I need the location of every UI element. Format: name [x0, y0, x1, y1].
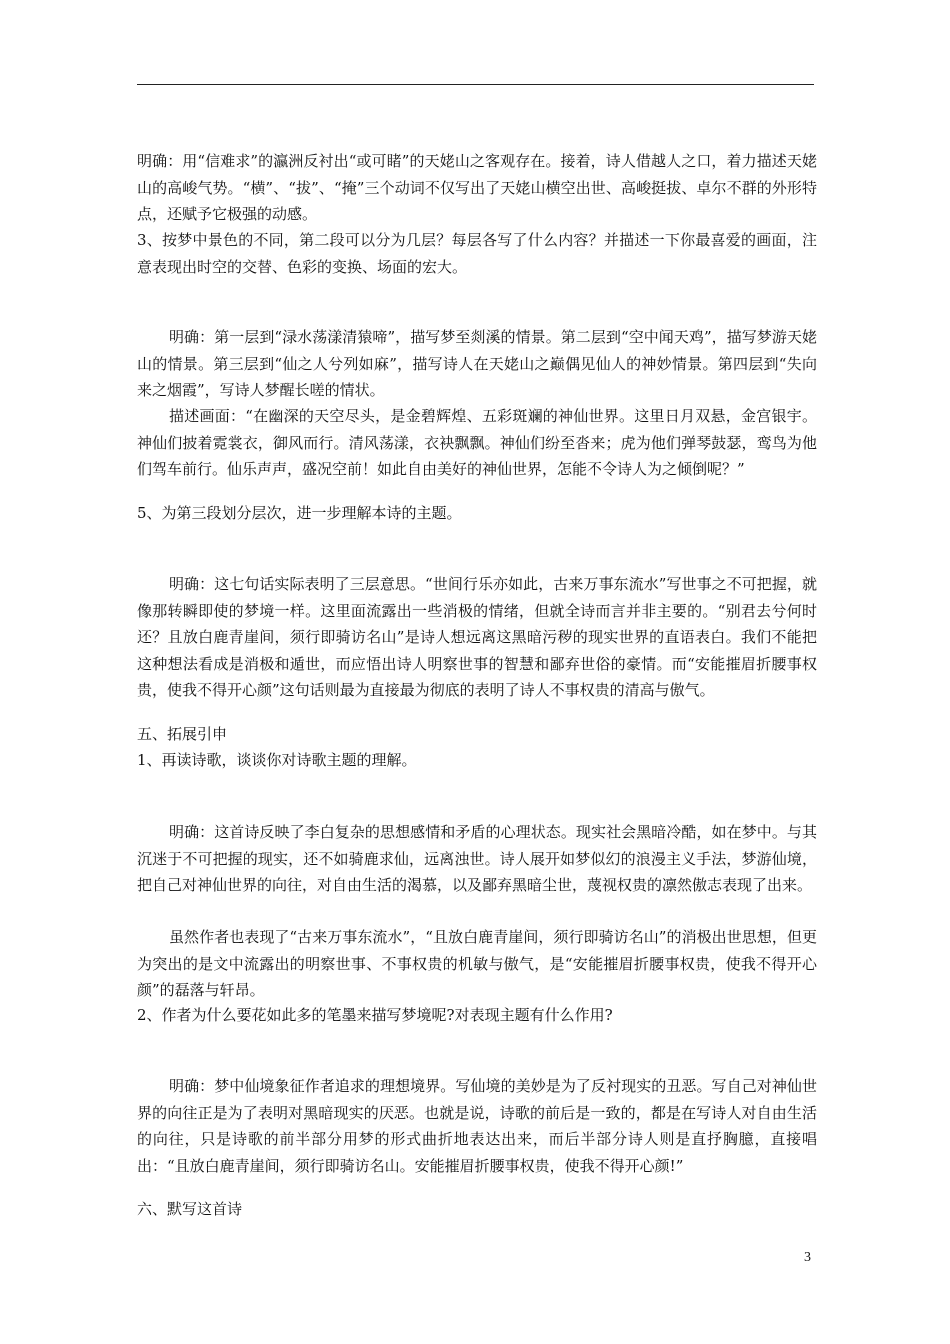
- paragraph-answer-3: 明确：第一层到“渌水荡漾清猿啼”，描写梦至剡溪的情景。第二层到“空中闻天鸡”，描写梦游天姥山的情景。第三层到“仙之人兮列如麻”，描写诗人在天姥山之巅偶见仙人的神妙情景。第四层到“失向来之烟霞”，写诗人梦醒长嗟的情状。: [137, 328, 817, 399]
- paragraph-answer-extension-1b: 虽然作者也表现了“古来万事东流水”，“且放白鹿青崖间，须行即骑访名山”的消极出世思想，但更为突出的是文中流露出的明察世事、不事权贵的机敏与傲气，是“安能摧眉折腰事权贵，使我不得开心颜”的磊落与轩昂。: [137, 928, 817, 999]
- paragraph-answer-extension-2: 明确：梦中仙境象征作者追求的理想境界。写仙境的美妙是为了反衬现实的丑恶。写自己对神仙世界的向往正是为了表明对黑暗现实的厌恶。也就是说，诗歌的前后是一致的，都是在写诗人对自由生活的向往，只是诗歌的前半部分用梦的形式曲折地表达出来，而后半部分诗人则是直抒胸臆，直接唱出：“且放白鹿青崖间，须行即骑访名山。安能摧眉折腰事权贵，使我不得开心颜!”: [137, 1077, 817, 1175]
- header-rule: [137, 84, 814, 85]
- paragraph-answer-5: 明确：这七句话实际表明了三层意思。“世间行乐亦如此，古来万事东流水”写世事之不可把握，就像那转瞬即使的梦境一样。这里面流露出一些消极的情绪，但就全诗而言并非主要的。“别君去兮何时还？且放白鹿青崖间，须行即骑访名山”是诗人想远离这黑暗污秽的现实世界的直语表白。我们不能把这种想法看成是消极和遁世，而应悟出诗人明察世事的智慧和鄙弃世俗的豪情。而“安能摧眉折腰事权贵，使我不得开心颜”这句话则最为直接最为彻底的表明了诗人不事权贵的清高与傲气。: [137, 575, 817, 699]
- section-heading-5: 五、拓展引申: [137, 725, 228, 743]
- question-2-extension: 2、作者为什么要花如此多的笔墨来描写梦境呢?对表现主题有什么作用?: [137, 1006, 613, 1024]
- paragraph-answer-extension-1: 明确：这首诗反映了李白复杂的思想感情和矛盾的心理状态。现实社会黑暗冷酷，如在梦中。与其沉迷于不可把握的现实，还不如骑鹿求仙，远离浊世。诗人展开如梦似幻的浪漫主义手法，梦游仙境，把自己对神仙世界的向往，对自由生活的渴慕，以及鄙弃黑暗尘世，蔑视权贵的凛然傲志表现了出来。: [137, 823, 817, 894]
- section-heading-6: 六、默写这首诗: [137, 1200, 243, 1218]
- question-1-extension: 1、再读诗歌，谈谈你对诗歌主题的理解。: [137, 751, 417, 769]
- page-number: 3: [804, 1250, 811, 1265]
- question-5: 5、为第三段划分层次，进一步理解本诗的主题。: [137, 504, 462, 522]
- question-3: 3、按梦中景色的不同，第二段可以分为几层？每层各写了什么内容？并描述一下你最喜爱的画面，注意表现出时空的交替、色彩的变换、场面的宏大。: [137, 231, 817, 276]
- paragraph-answer-1: 明确：用“信难求”的瀛洲反衬出“或可睹”的天姥山之客观存在。接着，诗人借越人之口，着力描述天姥山的高峻气势。“横”、“拔”、“掩”三个动词不仅写出了天姥山横空出世、高峻挺拔、卓尔不群的外形特点，还赋予它极强的动感。: [137, 152, 817, 223]
- paragraph-description: 描述画面：“在幽深的天空尽头，是金碧辉煌、五彩斑斓的神仙世界。这里日月双悬，金宫银宇。神仙们披着霓裳衣，御风而行。清风荡漾，衣袂飘飘。神仙们纷至沓来；虎为他们弹琴鼓瑟，鸾鸟为他们驾车前行。仙乐声声，盛况空前！如此自由美好的神仙世界，怎能不令诗人为之倾倒呢？”: [137, 407, 817, 478]
